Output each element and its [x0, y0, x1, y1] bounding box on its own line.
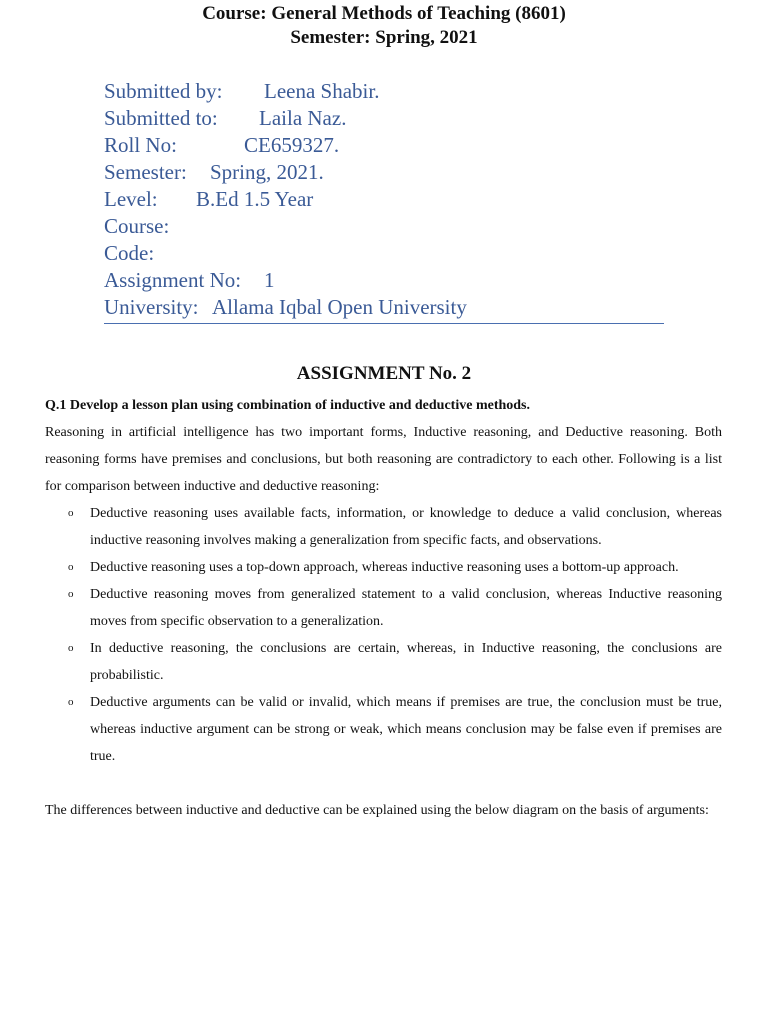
- level-value: B.Ed 1.5 Year: [196, 187, 314, 211]
- closing-paragraph: The differences between inductive and deductive can be explained using the below diagram on the basis of arguments:: [45, 803, 709, 818]
- list-item: [45, 689, 722, 770]
- bullet-marker: o: [68, 588, 74, 600]
- question-heading: Q.1 Develop a lesson plan using combination of inductive and deductive methods.: [45, 398, 531, 413]
- university-value: Allama Iqbal Open University: [212, 295, 467, 319]
- list-item-text: Deductive reasoning uses available facts, information, or knowledge to deduce a valid conclusion, whereas inductive reasoning involves making a generalization from specific facts, and observations.: [90, 506, 722, 548]
- level-label: Level:: [104, 187, 158, 211]
- assignment-no-label: Assignment No:: [104, 268, 242, 292]
- roll-no-label: Roll No:: [104, 133, 177, 157]
- assignment-heading: ASSIGNMENT No. 2: [296, 363, 472, 384]
- list-item-text: In deductive reasoning, the conclusions are certain, whereas, in Inductive reasoning, the conclusions are probabilistic.: [90, 641, 722, 683]
- bullet-marker: o: [68, 561, 74, 573]
- course-title: Course: General Methods of Teaching (8601): [202, 3, 566, 24]
- comparison-list: [45, 500, 722, 770]
- roll-no-value: CE659327.: [244, 133, 340, 157]
- roll-no-row: [104, 132, 664, 159]
- course-row: [104, 213, 664, 240]
- cover-details: [104, 78, 664, 321]
- list-item-text: Deductive arguments can be valid or invalid, which means if premises are true, the conclusion must be true, whereas inductive argument can be strong or weak, which means conclusion may be false even if premises are true.: [90, 695, 722, 764]
- code-label: Code:: [104, 241, 155, 265]
- bullet-marker: o: [68, 507, 74, 519]
- list-item-text: Deductive reasoning moves from generalized statement to a valid conclusion, whereas Inductive reasoning moves from specific observation to a generalization.: [90, 587, 722, 629]
- list-item: [45, 554, 722, 581]
- semester-label: Semester:: [104, 160, 187, 184]
- submitted-by-row: [104, 78, 664, 105]
- intro-paragraph: Reasoning in artificial intelligence has two important forms, Inductive reasoning, and Deductive reasoning. Both reasoning forms have premises and conclusions, but both reasoning are contradictory to each other. Following is a list for comparison between inductive and deductive reasoning:: [45, 425, 722, 494]
- semester-title: Semester: Spring, 2021: [290, 27, 478, 48]
- list-item-text: Deductive reasoning uses a top-down approach, whereas inductive reasoning uses a bottom-up approach.: [90, 560, 679, 575]
- semester-row: [104, 159, 664, 186]
- bullet-marker: o: [68, 696, 74, 708]
- level-row: [104, 186, 664, 213]
- submitted-to-value: Laila Naz.: [259, 106, 347, 130]
- semester-value: Spring, 2021.: [210, 160, 324, 184]
- assignment-no-value: 1: [264, 268, 275, 292]
- submitted-to-row: [104, 105, 664, 132]
- course-label: Course:: [104, 214, 170, 238]
- submitted-by-label: Submitted by:: [104, 79, 223, 103]
- bullet-marker: o: [68, 642, 74, 654]
- university-row: [104, 294, 664, 321]
- list-item: [45, 500, 722, 554]
- list-item: [45, 581, 722, 635]
- list-item: [45, 635, 722, 689]
- assignment-no-row: [104, 267, 664, 294]
- cover-divider: [104, 323, 664, 324]
- university-label: University:: [104, 295, 199, 319]
- submitted-by-value: Leena Shabir.: [264, 79, 380, 103]
- submitted-to-label: Submitted to:: [104, 106, 218, 130]
- code-row: [104, 240, 664, 267]
